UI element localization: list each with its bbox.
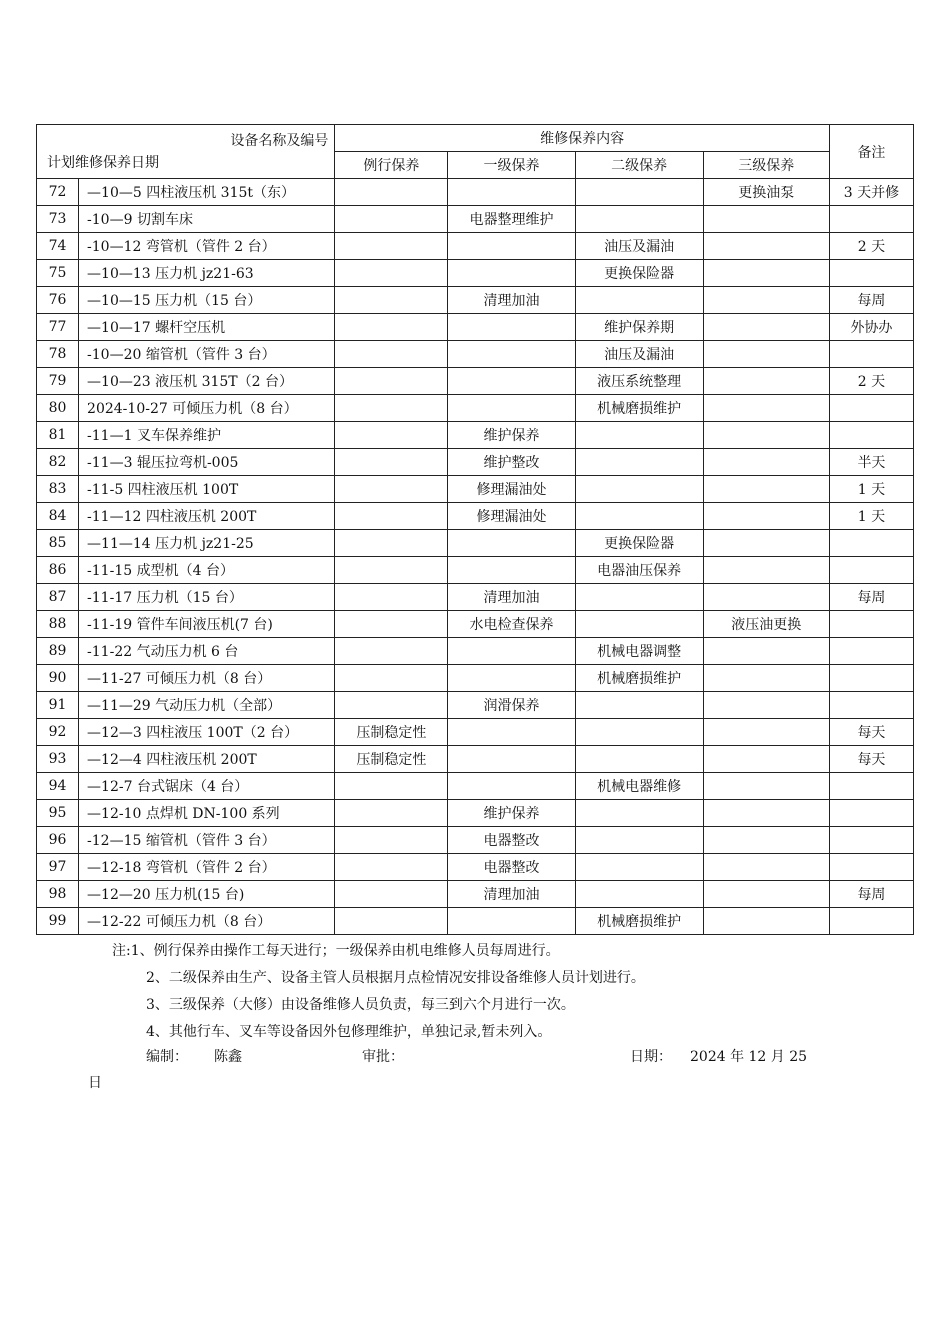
level3-maintenance-cell: [703, 827, 829, 854]
level3-maintenance-cell: [703, 692, 829, 719]
routine-maintenance-cell: [335, 584, 448, 611]
row-number-cell: 81: [37, 422, 79, 449]
equipment-name-cell: —10—13 压力机 jz21-63: [79, 260, 335, 287]
level2-maintenance-cell: [575, 719, 703, 746]
level3-maintenance-cell: [703, 422, 829, 449]
level2-maintenance-cell: 机械磨损维护: [575, 665, 703, 692]
level2-maintenance-cell: [575, 449, 703, 476]
table-row: [37, 206, 914, 233]
level3-maintenance-cell: [703, 719, 829, 746]
remark-cell: [829, 395, 913, 422]
level3-maintenance-cell: [703, 368, 829, 395]
equipment-name-cell: -11-22 气动压力机 6 台: [79, 638, 335, 665]
level3-maintenance-cell: [703, 260, 829, 287]
table-row: [37, 611, 914, 638]
editor-name: 陈鑫: [214, 1049, 242, 1065]
equipment-name-cell: -10—12 弯管机（管件 2 台）: [79, 233, 335, 260]
equipment-name-cell: -10—20 缩管机（管件 3 台）: [79, 341, 335, 368]
routine-maintenance-cell: [335, 854, 448, 881]
routine-maintenance-cell: [335, 908, 448, 935]
table-row: [37, 260, 914, 287]
equipment-name-cell: -11—1 叉车保养维护: [79, 422, 335, 449]
note-line-4: 4、其他行车、叉车等设备因外包修理维护，单独记录,暂未列入。: [146, 1024, 552, 1040]
equipment-name-cell: —12-7 台式锯床（4 台）: [79, 773, 335, 800]
table-row: [37, 503, 914, 530]
level1-maintenance-cell: 润滑保养: [448, 692, 575, 719]
row-number-cell: 85: [37, 530, 79, 557]
level1-maintenance-cell: 修理漏油处: [448, 503, 575, 530]
level2-maintenance-cell: 电器油压保养: [575, 557, 703, 584]
level1-maintenance-cell: [448, 179, 575, 206]
row-number-cell: 92: [37, 719, 79, 746]
level3-maintenance-cell: [703, 746, 829, 773]
remark-cell: 每周: [829, 584, 913, 611]
row-number-cell: 83: [37, 476, 79, 503]
remark-cell: [829, 800, 913, 827]
row-number-cell: 88: [37, 611, 79, 638]
remark-cell: [829, 341, 913, 368]
table-row: [37, 314, 914, 341]
routine-maintenance-cell: [335, 368, 448, 395]
level1-maintenance-cell: [448, 773, 575, 800]
level2-maintenance-cell: [575, 179, 703, 206]
review-label: 审批：: [362, 1049, 404, 1065]
remark-cell: 1 天: [829, 503, 913, 530]
level3-maintenance-cell: [703, 287, 829, 314]
routine-maintenance-cell: [335, 692, 448, 719]
row-number-cell: 93: [37, 746, 79, 773]
row-number-cell: 90: [37, 665, 79, 692]
level1-maintenance-cell: [448, 233, 575, 260]
equipment-name-cell: -11-17 压力机（15 台）: [79, 584, 335, 611]
remark-cell: [829, 908, 913, 935]
level2-maintenance-cell: [575, 800, 703, 827]
routine-maintenance-header: 例行保养: [335, 152, 448, 179]
level3-maintenance-cell: [703, 773, 829, 800]
level1-maintenance-cell: [448, 557, 575, 584]
remark-cell: [829, 530, 913, 557]
equipment-name-cell: -11—12 四柱液压机 200T: [79, 503, 335, 530]
row-number-cell: 73: [37, 206, 79, 233]
table-row: [37, 179, 914, 206]
remark-cell: [829, 665, 913, 692]
equipment-name-cell: —12—4 四柱液压机 200T: [79, 746, 335, 773]
routine-maintenance-cell: [335, 341, 448, 368]
row-number-cell: 87: [37, 584, 79, 611]
row-number-cell: 99: [37, 908, 79, 935]
table-row: [37, 368, 914, 395]
remark-cell: 半天: [829, 449, 913, 476]
row-number-cell: 78: [37, 341, 79, 368]
row-number-cell: 82: [37, 449, 79, 476]
remark-cell: [829, 854, 913, 881]
table-row: [37, 341, 914, 368]
note-line-2: 2、二级保养由生产、设备主管人员根据月点检情况安排设备维修人员计划进行。: [146, 970, 645, 986]
level3-maintenance-header: 三级保养: [703, 152, 829, 179]
equipment-name-cell: 2024-10-27 可倾压力机（8 台）: [79, 395, 335, 422]
level1-maintenance-cell: [448, 908, 575, 935]
level1-maintenance-cell: [448, 368, 575, 395]
remark-cell: [829, 692, 913, 719]
level2-maintenance-header: 二级保养: [575, 152, 703, 179]
row-number-cell: 84: [37, 503, 79, 530]
level3-maintenance-cell: [703, 395, 829, 422]
table-row: [37, 800, 914, 827]
level1-maintenance-cell: 清理加油: [448, 881, 575, 908]
date-label: 日期：: [630, 1049, 672, 1065]
level2-maintenance-cell: 机械磨损维护: [575, 908, 703, 935]
level2-maintenance-cell: 机械磨损维护: [575, 395, 703, 422]
table-row: [37, 692, 914, 719]
table-row: [37, 908, 914, 935]
row-number-cell: 72: [37, 179, 79, 206]
level2-maintenance-cell: [575, 854, 703, 881]
equipment-name-cell: —11—29 气动压力机（全部）: [79, 692, 335, 719]
level1-maintenance-cell: 电器整理维护: [448, 206, 575, 233]
remark-cell: [829, 827, 913, 854]
equipment-name-cell: —11—14 压力机 jz21-25: [79, 530, 335, 557]
header-row-1: [37, 125, 914, 152]
level2-maintenance-cell: [575, 503, 703, 530]
table-row: [37, 530, 914, 557]
routine-maintenance-cell: [335, 179, 448, 206]
table-row: [37, 638, 914, 665]
equipment-name-cell: —10—17 螺杆空压机: [79, 314, 335, 341]
table-row: [37, 881, 914, 908]
level2-maintenance-cell: [575, 611, 703, 638]
maintenance-plan-sheet: [36, 124, 916, 1091]
row-number-cell: 80: [37, 395, 79, 422]
level1-maintenance-cell: [448, 719, 575, 746]
remark-cell: [829, 206, 913, 233]
row-number-cell: 91: [37, 692, 79, 719]
remark-cell: 每周: [829, 287, 913, 314]
table-row: [37, 287, 914, 314]
routine-maintenance-cell: [335, 449, 448, 476]
level2-maintenance-cell: [575, 422, 703, 449]
level1-maintenance-cell: 修理漏油处: [448, 476, 575, 503]
level3-maintenance-cell: [703, 800, 829, 827]
routine-maintenance-cell: [335, 422, 448, 449]
table-row: [37, 584, 914, 611]
row-number-cell: 76: [37, 287, 79, 314]
routine-maintenance-cell: [335, 206, 448, 233]
level3-maintenance-cell: [703, 449, 829, 476]
routine-maintenance-cell: [335, 665, 448, 692]
equipment-name-cell: -11-19 管件车间液压机(7 台): [79, 611, 335, 638]
level3-maintenance-cell: [703, 530, 829, 557]
table-row: [37, 746, 914, 773]
equipment-name-cell: -11—3 辊压拉弯机-005: [79, 449, 335, 476]
remark-cell: [829, 422, 913, 449]
date-wrap: 日: [88, 1075, 102, 1091]
equipment-name-cell: —12-22 可倾压力机（8 台）: [79, 908, 335, 935]
level2-maintenance-cell: [575, 206, 703, 233]
level1-maintenance-cell: 清理加油: [448, 287, 575, 314]
note-line-1: 注:1、例行保养由操作工每天进行；一级保养由机电维修人员每周进行。: [112, 943, 560, 959]
table-row: [37, 773, 914, 800]
remark-cell: 外协办: [829, 314, 913, 341]
level3-maintenance-cell: 更换油泵: [703, 179, 829, 206]
routine-maintenance-cell: [335, 638, 448, 665]
table-row: [37, 395, 914, 422]
row-number-cell: 75: [37, 260, 79, 287]
table-row: [37, 719, 914, 746]
table-row: [37, 827, 914, 854]
remark-cell: [829, 638, 913, 665]
plan-date-header: 计划维修保养日期: [47, 155, 159, 171]
level3-maintenance-cell: [703, 341, 829, 368]
level1-maintenance-cell: 维护保养: [448, 800, 575, 827]
equipment-name-cell: —12—20 压力机(15 台): [79, 881, 335, 908]
row-number-cell: 74: [37, 233, 79, 260]
routine-maintenance-cell: [335, 881, 448, 908]
content-header: 维修保养内容: [335, 125, 830, 152]
level3-maintenance-cell: [703, 206, 829, 233]
routine-maintenance-cell: [335, 503, 448, 530]
remark-cell: 每天: [829, 719, 913, 746]
level2-maintenance-cell: 更换保险器: [575, 260, 703, 287]
routine-maintenance-cell: [335, 611, 448, 638]
level2-maintenance-cell: [575, 584, 703, 611]
level2-maintenance-cell: [575, 692, 703, 719]
row-number-cell: 96: [37, 827, 79, 854]
routine-maintenance-cell: [335, 476, 448, 503]
level1-maintenance-cell: [448, 341, 575, 368]
note-line-3: 3、三级保养（大修）由设备维修人员负责，每三到六个月进行一次。: [146, 997, 575, 1013]
equipment-name-cell: -10—9 切割车床: [79, 206, 335, 233]
routine-maintenance-cell: [335, 314, 448, 341]
level3-maintenance-cell: [703, 314, 829, 341]
level1-maintenance-header: 一级保养: [448, 152, 575, 179]
level3-maintenance-cell: [703, 665, 829, 692]
level3-maintenance-cell: [703, 854, 829, 881]
remark-cell: 1 天: [829, 476, 913, 503]
level2-maintenance-cell: [575, 746, 703, 773]
level1-maintenance-cell: 水电检查保养: [448, 611, 575, 638]
row-number-cell: 86: [37, 557, 79, 584]
row-number-cell: 95: [37, 800, 79, 827]
routine-maintenance-cell: [335, 800, 448, 827]
remark-cell: 3 天并修: [829, 179, 913, 206]
level3-maintenance-cell: 液压油更换: [703, 611, 829, 638]
level1-maintenance-cell: 电器整改: [448, 854, 575, 881]
level2-maintenance-cell: [575, 287, 703, 314]
level1-maintenance-cell: [448, 746, 575, 773]
row-number-cell: 79: [37, 368, 79, 395]
routine-maintenance-cell: 压制稳定性: [335, 746, 448, 773]
level1-maintenance-cell: 电器整改: [448, 827, 575, 854]
level1-maintenance-cell: [448, 314, 575, 341]
remark-cell: 每天: [829, 746, 913, 773]
row-number-cell: 98: [37, 881, 79, 908]
level2-maintenance-cell: [575, 881, 703, 908]
table-row: [37, 854, 914, 881]
level2-maintenance-cell: [575, 476, 703, 503]
level3-maintenance-cell: [703, 557, 829, 584]
level3-maintenance-cell: [703, 584, 829, 611]
row-number-cell: 77: [37, 314, 79, 341]
row-number-cell: 94: [37, 773, 79, 800]
remark-cell: [829, 611, 913, 638]
table-row: [37, 557, 914, 584]
remark-header: 备注: [829, 125, 913, 179]
remark-cell: [829, 260, 913, 287]
level2-maintenance-cell: 油压及漏油: [575, 233, 703, 260]
equipment-name-cell: —10—5 四柱液压机 315t（东）: [79, 179, 335, 206]
level1-maintenance-cell: [448, 260, 575, 287]
level1-maintenance-cell: 维护保养: [448, 422, 575, 449]
equipment-name-cell: —11-27 可倾压力机（8 台）: [79, 665, 335, 692]
remark-cell: 2 天: [829, 233, 913, 260]
equipment-name-cell: —12-18 弯管机（管件 2 台）: [79, 854, 335, 881]
equipment-name-cell: —12—3 四柱液压 100T（2 台）: [79, 719, 335, 746]
remark-cell: [829, 557, 913, 584]
equipment-name-cell: -12—15 缩管机（管件 3 台）: [79, 827, 335, 854]
level2-maintenance-cell: 机械电器调整: [575, 638, 703, 665]
routine-maintenance-cell: [335, 557, 448, 584]
table-row: [37, 665, 914, 692]
level2-maintenance-cell: 更换保险器: [575, 530, 703, 557]
level1-maintenance-cell: [448, 530, 575, 557]
level2-maintenance-cell: 油压及漏油: [575, 341, 703, 368]
routine-maintenance-cell: [335, 287, 448, 314]
level2-maintenance-cell: 维护保养期: [575, 314, 703, 341]
editor-label: 编制：: [146, 1049, 188, 1065]
level2-maintenance-cell: 机械电器维修: [575, 773, 703, 800]
level3-maintenance-cell: [703, 503, 829, 530]
routine-maintenance-cell: [335, 233, 448, 260]
level3-maintenance-cell: [703, 476, 829, 503]
equipment-name-cell: -11-15 成型机（4 台）: [79, 557, 335, 584]
equipment-name-cell: —10—15 压力机（15 台）: [79, 287, 335, 314]
level1-maintenance-cell: [448, 395, 575, 422]
routine-maintenance-cell: [335, 395, 448, 422]
maintenance-table: [36, 124, 914, 935]
level3-maintenance-cell: [703, 638, 829, 665]
remark-cell: [829, 773, 913, 800]
table-row: [37, 422, 914, 449]
table-body: [37, 179, 914, 935]
row-number-cell: 97: [37, 854, 79, 881]
level3-maintenance-cell: [703, 233, 829, 260]
level3-maintenance-cell: [703, 881, 829, 908]
table-row: [37, 233, 914, 260]
routine-maintenance-cell: [335, 827, 448, 854]
remark-cell: 每周: [829, 881, 913, 908]
row-number-cell: 89: [37, 638, 79, 665]
equipment-name-header: 设备名称及编号: [230, 133, 329, 149]
table-row: [37, 449, 914, 476]
equipment-name-cell: —10—23 液压机 315T（2 台）: [79, 368, 335, 395]
remark-cell: 2 天: [829, 368, 913, 395]
level1-maintenance-cell: 清理加油: [448, 584, 575, 611]
equipment-name-cell: -11-5 四柱液压机 100T: [79, 476, 335, 503]
date-value: 2024 年 12 月 25: [690, 1049, 808, 1065]
level1-maintenance-cell: [448, 638, 575, 665]
routine-maintenance-cell: [335, 773, 448, 800]
level2-maintenance-cell: 液压系统整理: [575, 368, 703, 395]
routine-maintenance-cell: [335, 260, 448, 287]
table-row: [37, 476, 914, 503]
level3-maintenance-cell: [703, 908, 829, 935]
routine-maintenance-cell: 压制稳定性: [335, 719, 448, 746]
diagonal-header-cell: [37, 125, 335, 179]
equipment-name-cell: —12-10 点焊机 DN-100 系列: [79, 800, 335, 827]
level2-maintenance-cell: [575, 827, 703, 854]
routine-maintenance-cell: [335, 530, 448, 557]
level1-maintenance-cell: 维护整改: [448, 449, 575, 476]
level1-maintenance-cell: [448, 665, 575, 692]
